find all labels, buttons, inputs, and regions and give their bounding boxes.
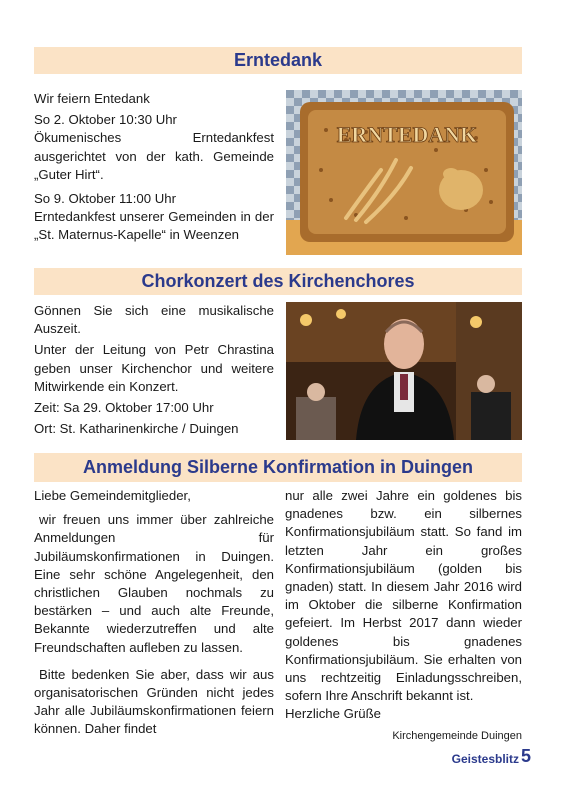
konfirmation-signature: Kirchengemeinde Duingen [392, 729, 522, 742]
bread-lettering: ERNTEDANK [336, 122, 478, 147]
konfirmation-column-right [285, 487, 522, 745]
konfirmation-heading: Anmeldung Silberne Konfirmation in Duingen [34, 453, 522, 482]
footer-brand: Geistesblitz [451, 752, 519, 766]
erntedank-event1-time: So 2. Oktober 10:30 Uhr [34, 112, 177, 128]
konfirmation-p3: nur alle zwei Jahre ein goldenes bis gnadenes bzw. ein silbernes Konfirmationsjubiläum statt. So fand im letzten Jahr ein großes Konfirmationsjubiläum (golden bis gnaden) statt. In diesem Jahr 2016 wird im Oktober die silberne Konfirmation gefeiert. Im Herbst 2017 dann wieder goldenes bis gnadenes Konfirmationsjubiläum. Sie erhalten von uns rechtzeitig Einladungsschreiben, sofern Ihre Anschrift bekannt ist. [285, 488, 522, 704]
erntedank-intro: Wir feiern Entedank [34, 91, 150, 106]
erntedank-heading: Erntedank [34, 47, 522, 74]
konfirmation-column-left [34, 487, 274, 739]
erntedank-text [34, 90, 274, 245]
konfirmation-p1: wir freuen uns immer über zahlreiche Anmeldungen für Jubiläumskonfirmationen in Duingen. Eine sehr schöne Angelegenheit, den christlichen Glauben nochmals zu bestärken – und auch alte Freunde, Bekannte wiederzutreffen und alte Freundschaften aufleben zu lassen. [34, 512, 274, 655]
chorkonzert-p1: Gönnen Sie sich eine musikalische Auszeit. [34, 303, 274, 337]
konfirmation-closing: Herzliche Grüße [285, 706, 382, 722]
chorkonzert-zeit: Zeit: Sa 29. Oktober 17:00 Uhr [34, 400, 214, 416]
chorkonzert-p2: Unter der Leitung von Petr Chrastina geben unser Kirchenchor und weitere Mitwirkende ein Konzert. [34, 342, 274, 394]
konfirmation-p2: Bitte bedenken Sie aber, dass wir aus organisatorischen Gründen nicht jedes Jahr alle Jubiläumskonfirmationen feiern können. Daher findet [34, 666, 274, 737]
page-number: 5 [520, 746, 531, 766]
erntedank-event2-desc: Erntedankfest unserer Gemeinden in der „St. Maternus-Kapelle“ in Weenzen [34, 209, 274, 243]
chorkonzert-ort: Ort: St. Katharinenkirche / Duingen [34, 421, 239, 437]
chorkonzert-heading: Chorkonzert des Kirchenchores [34, 268, 522, 295]
chorkonzert-text [34, 302, 274, 438]
erntedank-bread-photo [286, 90, 522, 255]
chorkonzert-conductor-photo [286, 302, 522, 440]
erntedank-event2-time: So 9. Oktober 11:00 Uhr [34, 191, 176, 207]
erntedank-event1-desc: Ökumenisches Erntedankfest ausgerichtet von der kath. Gemeinde „Guter Hirt“. [34, 130, 274, 182]
konfirmation-salutation: Liebe Gemeindemitglieder, [34, 488, 191, 503]
